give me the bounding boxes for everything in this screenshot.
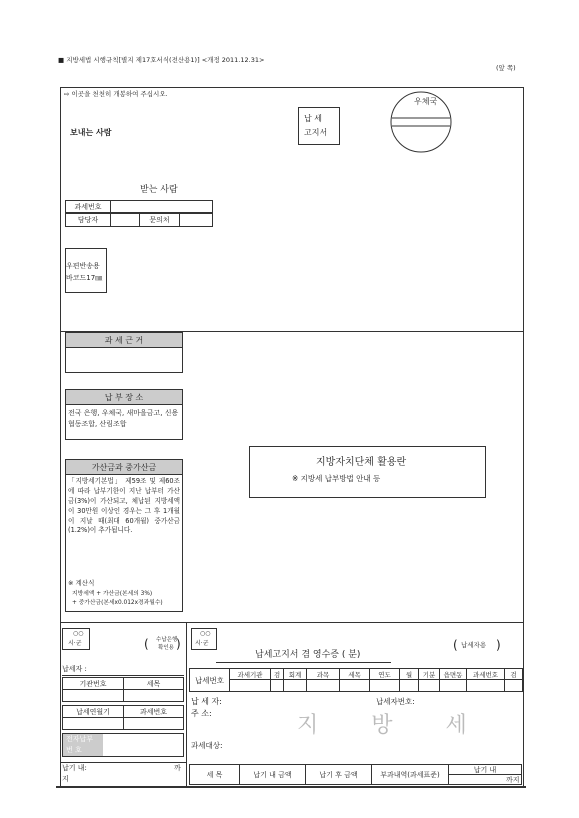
receipt-watermark: 지 방 세: [297, 713, 475, 738]
stub-ji: 지: [62, 775, 69, 783]
bottom-divider: [60, 622, 524, 623]
notice-title-line1: 납 세: [304, 114, 322, 123]
receipt-amount-header: 세 목: [189, 764, 240, 785]
stub-bank-paren-left: (: [144, 637, 149, 651]
receipt-col-header: 회계: [283, 668, 307, 680]
legal-reference: ■ 지방세법 시행규칙[별지 제17호서식(전산용1)] <개정 2011.12.31>: [58, 56, 265, 64]
receipt-amount-header: 납기 내 금액: [239, 764, 306, 785]
stub-epay-label-2: 번 호: [66, 746, 82, 754]
stub-due-line: [60, 762, 186, 763]
barcode-box: [65, 248, 107, 293]
barcode-label-1: 우편반송용: [66, 262, 100, 270]
stub-until: 까: [174, 764, 181, 772]
receipt-oo: ○○: [200, 630, 211, 637]
receipt-col-value: [283, 679, 307, 692]
receipt-col-header: 과세기관: [229, 668, 271, 680]
payment-place-text: 전국 은행, 우체국, 새마을금고, 신용협동조합, 산림조합: [68, 409, 179, 428]
receipt-address: 주 소:: [191, 709, 212, 718]
formula-line-2: + 중가산금(본세x0.012x경과월수): [72, 600, 163, 606]
receipt-col-value: [339, 679, 370, 692]
receipt-amount-header: 납기 후 금액: [305, 764, 372, 785]
receipt-col-header: 검: [504, 668, 523, 680]
stub-epay-label-1: 전자납부: [66, 735, 94, 743]
municipal-usage-box: [249, 446, 486, 498]
receipt-column-values: [229, 679, 522, 692]
post-office-label: 우체국: [414, 97, 438, 106]
municipal-usage-title: 지방자치단체 활용란: [316, 457, 407, 468]
stub-tax-no-value: [123, 717, 184, 730]
tax-basis-header: 과 세 근 거: [65, 332, 183, 348]
receipt-title-underline: [216, 662, 391, 663]
receipt-col-value: [229, 679, 271, 692]
receipt-col-value: [418, 679, 440, 692]
stub-year-month-label: 납세연월기: [62, 705, 124, 718]
receipt-title: 납세고지서 겸 영수증 ( 분): [255, 650, 361, 660]
receipt-amount-header: 부과내역(과세표준): [371, 764, 449, 785]
receipt-col-header: 읍면동: [439, 668, 467, 680]
receipt-col-header: 월: [399, 668, 419, 680]
receipt-col-header: 검: [270, 668, 284, 680]
receipt-taxpayer: 납 세 자:: [191, 697, 222, 706]
stub-bank-paren-right: ): [176, 637, 181, 651]
receipt-taxpayer-use-paren-l: (: [453, 638, 458, 652]
payment-place-header: 납 부 장 소: [65, 389, 183, 405]
receipt-col-value: [270, 679, 284, 692]
bottom-thick-line: [56, 786, 526, 788]
receipt-col-header: 세목: [339, 668, 370, 680]
receipt-col-header: 과목: [306, 668, 340, 680]
stub-taxpayer: 납세자 :: [62, 665, 87, 673]
formula-line-1: 지방세액 + 가산금(본세의 3%): [72, 591, 153, 597]
stub-sigun: 시·군: [68, 640, 82, 647]
stub-tax-item-label: 세목: [123, 677, 184, 690]
receipt-taxpayer-use-paren-r: ): [496, 638, 501, 652]
barcode-label-2: 바코드17㎜: [66, 274, 103, 282]
receipt-due-in-label: 납기 내: [448, 764, 522, 775]
stub-due-within: 납기 내:: [62, 764, 87, 772]
receipt-until: 까지: [506, 776, 520, 784]
receipt-amount-headers: [189, 764, 447, 785]
tax-basis-content: [65, 347, 183, 373]
stub-tax-item-value: [123, 689, 184, 702]
receipt-tax-object: 과세대상:: [191, 741, 223, 750]
receipt-col-header: 과세번호: [466, 668, 505, 680]
stub-oo: ○○: [73, 630, 84, 637]
stub-receiving-bank-1: 수납은행: [156, 637, 178, 643]
tax-number-label: 과세번호: [65, 200, 111, 213]
receipt-col-value: [439, 679, 467, 692]
receipt-sigun: 시·군: [195, 640, 209, 647]
penalty-header: 가산금과 중가산금: [65, 459, 183, 475]
receipt-col-value: [466, 679, 505, 692]
formula-title: ※ 계산식: [68, 579, 95, 587]
open-here-instruction: ⇨ 이곳을 천천히 개봉하여 주십시오.: [64, 90, 168, 98]
sender-label: 보내는 사람: [70, 128, 112, 137]
receipt-col-header: 연도: [369, 668, 400, 680]
stub-taxpayer-line: [62, 675, 184, 676]
stub-agency-code-label: 기관번호: [62, 677, 124, 690]
penalty-text: 「지방세기본법」 제59조 및 제60조에 따라 납부기한이 지난 납부터 가산금(3%)이 가산되고, 체납된 지방세액이 30만원 이상인 경우는 그 후 1개월이 지날 때(최대 60개월) 중가산금(1.2%)이 추가됩니다.: [68, 477, 180, 535]
receipt-col-value: [306, 679, 340, 692]
inquiry-label: 문의처: [139, 213, 180, 227]
receipt-col-value: [369, 679, 400, 692]
receipt-taxpayer-use: 납세자용: [461, 641, 487, 649]
receipt-taxpayer-id: 납세자번호:: [376, 697, 415, 706]
front-page-label: (앞 쪽): [496, 64, 516, 72]
stub-receipt-divider: [186, 622, 187, 787]
stub-year-month-value: [62, 717, 124, 730]
notice-title-box: [298, 107, 340, 145]
municipal-usage-subtitle: ※ 지방세 납부방법 안내 등: [292, 474, 381, 483]
stub-receiving-bank-2: 확인용: [158, 645, 174, 651]
stub-agency-code-value: [62, 689, 124, 702]
receipt-tax-number-label: 납세번호: [189, 668, 230, 692]
person-in-charge-label: 담당자: [65, 213, 111, 227]
person-in-charge-value: [110, 213, 140, 227]
tax-number-value: [110, 200, 213, 213]
receipt-col-value: [504, 679, 523, 692]
receipt-col-header: 기분: [418, 668, 440, 680]
stub-tax-no-label: 과세번호: [123, 705, 184, 718]
inquiry-value: [179, 213, 213, 227]
receipt-col-value: [399, 679, 419, 692]
receiver-label: 받는 사람: [140, 185, 178, 195]
notice-title-line2: 고지서: [304, 128, 328, 137]
